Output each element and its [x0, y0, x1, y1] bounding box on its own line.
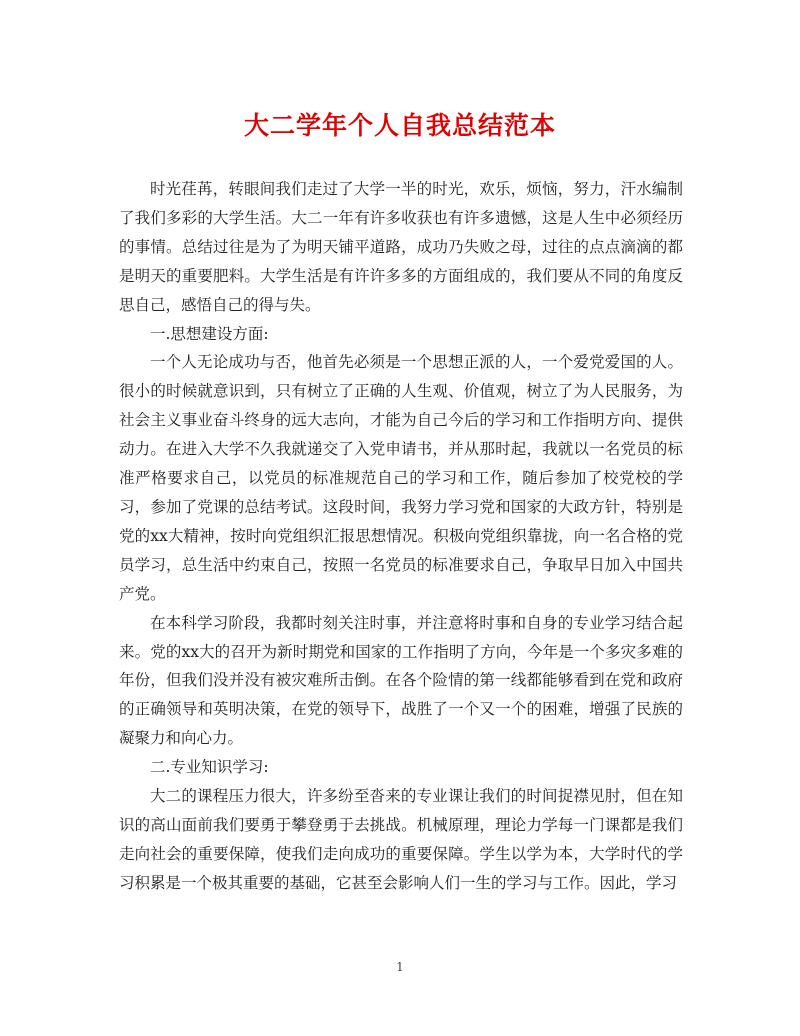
section-heading-ideology: 一.思想建设方面:: [150, 324, 269, 343]
document-title: 大二学年个人自我总结范本: [243, 111, 556, 140]
page-number: 1: [396, 960, 404, 974]
study-paragraph: 大二的课程压力很大，许多纷至沓来的专业课让我们的时间捉襟见肘，但在知识的高山面前我们要勇于攀登勇于去挑战。机械原理，理论力学每一门课都是我们走向社会的重要保障，使我们走向成功的重要保障。学生以学为本，大学时代的学习积累是一个极其重要的基础，它甚至会影响人们一生的学习与工作。因此，学习: [119, 787, 683, 892]
intro-paragraph: 时光荏苒，转眼间我们走过了大学一半的时光，欢乐，烦恼，努力，汗水编制了我们多彩的大学生活。大二一年有许多收获也有许多遗憾，这是人生中必须经历的事情。总结过往是为了为明天铺平道路，成功乃失败之母，过往的点点滴滴的都是明天的重要肥料。大学生活是有许许多多的方面组成的，我们要从不同的角度反思自己，感悟自己的得与失。: [119, 180, 683, 314]
ideology-paragraph: 一个人无论成功与否，他首先必须是一个思想正派的人，一个爱党爱国的人。很小的时候就意识到，只有树立了正确的人生观、价值观，树立了为人民服务，为社会主义事业奋斗终身的远大志向，才能为自己今后的学习和工作指明方向、提供动力。在进入大学不久我就递交了入党申请书，并从那时起，我就以一名党员的标准严格要求自己，以党员的标准规范自己的学习和工作，随后参加了校党校的学习，参加了党课的总结考试。这段时间，我努力学习党和国家的大政方针，特别是党的xx大精神，按时向党组织汇报思想情况。积极向党组织靠拢，向一名合格的党员学习，总生活中约束自己，按照一名党员的标准要求自己，争取早日加入中国共产党。: [119, 353, 683, 603]
current-affairs-paragraph: 在本科学习阶段，我都时刻关注时事，并注意将时事和自身的专业学习结合起来。党的xx大的召开为新时期党和国家的工作指明了方向，今年是一个多灾多难的年份，但我们没并没有被灾难所击倒。在各个险情的第一线都能够看到在党和政府的正确领导和英明决策，在党的领导下，战胜了一个又一个的困难，增强了民族的凝聚力和向心力。: [119, 613, 683, 748]
document-body: [119, 175, 683, 898]
section-heading-study: 二.专业知识学习:: [150, 758, 269, 777]
